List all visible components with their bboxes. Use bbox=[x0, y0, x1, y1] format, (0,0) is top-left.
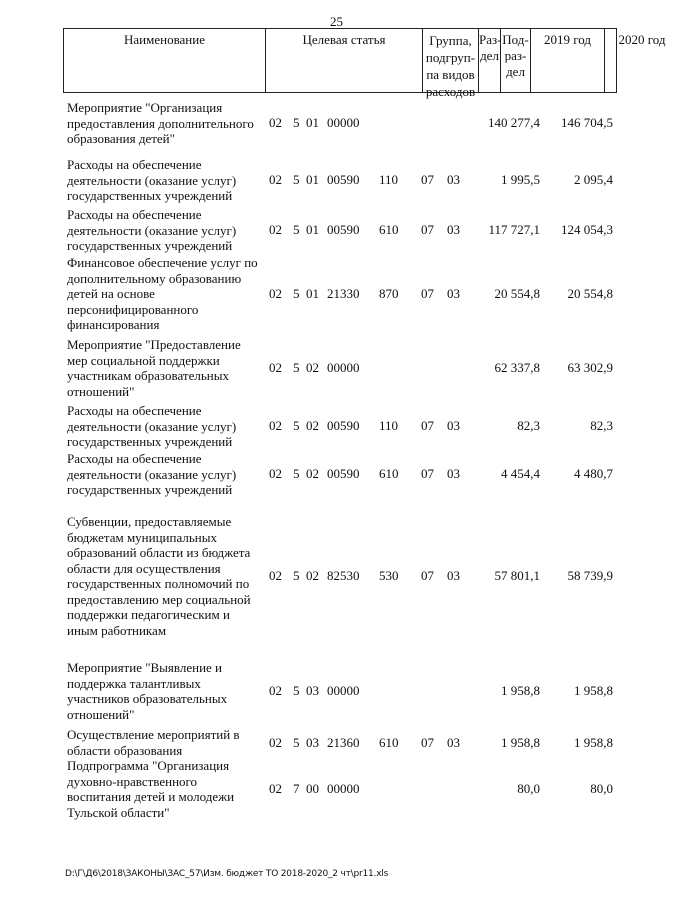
section-code: 07 bbox=[421, 568, 434, 583]
row-name-line: поддержка талантливых bbox=[67, 675, 201, 691]
row-name-line: Осуществление мероприятий в bbox=[67, 727, 240, 742]
subsection-code: 03 bbox=[447, 172, 460, 188]
amount-2020: 4 480,7 bbox=[574, 466, 613, 482]
row-name-line: финансирования bbox=[67, 317, 160, 332]
subsection-code: 03 bbox=[447, 466, 460, 482]
row-name-line: предоставления дополнительного bbox=[67, 115, 254, 131]
event-code: 01 bbox=[306, 172, 319, 188]
subprogram-code: 5 bbox=[293, 360, 300, 375]
program-code: 02 bbox=[269, 360, 282, 375]
table-row bbox=[0, 451, 640, 498]
program-code: 02 bbox=[269, 734, 282, 750]
amount-2019: 1 958,8 bbox=[501, 734, 540, 750]
amount-2019: 80,0 bbox=[517, 781, 540, 796]
row-name bbox=[67, 451, 267, 498]
table-row bbox=[0, 514, 640, 638]
amount-2020: 82,3 bbox=[590, 418, 613, 434]
expense-code: 82530 bbox=[327, 568, 360, 583]
row-name-line: деятельности (оказание услуг) bbox=[67, 466, 237, 482]
program-code: 02 bbox=[269, 466, 282, 482]
row-name bbox=[67, 157, 267, 204]
row-name-line: Расходы на обеспечение bbox=[67, 451, 202, 466]
row-name-line: Мероприятие "Организация bbox=[67, 100, 223, 115]
expense-code: 00000 bbox=[327, 781, 360, 796]
amount-2020: 1 958,8 bbox=[574, 683, 613, 698]
event-code: 03 bbox=[306, 734, 319, 750]
amount-2019: 1 995,5 bbox=[501, 172, 540, 188]
row-name-line: предоставлению мер социальной bbox=[67, 591, 251, 607]
program-code: 02 bbox=[269, 683, 282, 698]
row-name-line: Мероприятие "Предоставление bbox=[67, 337, 241, 352]
expense-group: 110 bbox=[379, 172, 399, 188]
program-code: 02 bbox=[269, 222, 282, 238]
expense-group: 530 bbox=[379, 568, 399, 583]
expense-code: 00000 bbox=[327, 683, 360, 698]
subsection-code: 03 bbox=[447, 418, 460, 434]
row-name bbox=[67, 207, 267, 254]
row-name-line: государственных учреждений bbox=[67, 238, 233, 253]
header-subsection-line: раз- bbox=[504, 48, 527, 63]
row-name-line: Мероприятие "Выявление и bbox=[67, 660, 223, 675]
amount-2020: 1 958,8 bbox=[574, 734, 613, 750]
row-name bbox=[67, 403, 267, 450]
row-name-line: Расходы на обеспечение bbox=[67, 157, 202, 172]
subsection-code: 03 bbox=[447, 568, 460, 583]
amount-2019: 62 337,8 bbox=[494, 360, 540, 375]
header-group bbox=[423, 29, 479, 99]
header-subsection-line: Под- bbox=[502, 32, 529, 47]
expense-code: 00590 bbox=[327, 418, 360, 434]
event-code: 01 bbox=[306, 285, 319, 301]
section-code: 07 bbox=[421, 734, 434, 750]
subsection-code: 03 bbox=[447, 222, 460, 238]
expense-group: 610 bbox=[379, 734, 399, 750]
expense-group: 110 bbox=[379, 418, 399, 434]
expense-code: 00590 bbox=[327, 172, 360, 188]
event-code: 02 bbox=[306, 418, 319, 434]
program-code: 02 bbox=[269, 285, 282, 301]
event-code: 01 bbox=[306, 115, 319, 131]
amount-2020: 20 554,8 bbox=[567, 285, 613, 301]
header-section-line: Раз- bbox=[479, 32, 502, 47]
expense-group: 870 bbox=[379, 285, 399, 301]
expense-code: 21360 bbox=[327, 734, 360, 750]
table-row bbox=[0, 403, 640, 450]
header-subsection-line: дел bbox=[506, 64, 525, 79]
table-row bbox=[0, 100, 640, 147]
subprogram-code: 5 bbox=[293, 115, 300, 131]
row-name-line: деятельности (оказание услуг) bbox=[67, 418, 237, 434]
event-code: 00 bbox=[306, 781, 319, 796]
section-code: 07 bbox=[421, 222, 434, 238]
expense-group: 610 bbox=[379, 222, 399, 238]
amount-2020: 2 095,4 bbox=[574, 172, 613, 188]
table-row bbox=[0, 255, 640, 333]
table-row bbox=[0, 207, 640, 254]
row-name-line: Субвенции, предоставляемые bbox=[67, 514, 232, 529]
subprogram-code: 5 bbox=[293, 172, 300, 188]
amount-2020: 124 054,3 bbox=[561, 222, 613, 238]
row-name bbox=[67, 100, 267, 147]
program-code: 02 bbox=[269, 781, 282, 796]
subprogram-code: 5 bbox=[293, 734, 300, 750]
header-target-article: Целевая статья bbox=[266, 29, 423, 92]
row-name-line: деятельности (оказание услуг) bbox=[67, 222, 237, 238]
header-subsection bbox=[501, 29, 531, 92]
amount-2019: 140 277,4 bbox=[488, 115, 540, 131]
subprogram-code: 7 bbox=[293, 781, 300, 796]
subprogram-code: 5 bbox=[293, 222, 300, 238]
row-name-line: Расходы на обеспечение bbox=[67, 403, 202, 418]
page-number: 25 bbox=[330, 14, 343, 29]
section-code: 07 bbox=[421, 418, 434, 434]
amount-2020: 58 739,9 bbox=[567, 568, 613, 583]
expense-code: 00000 bbox=[327, 360, 360, 375]
row-name-line: воспитания детей и молодежи bbox=[67, 789, 235, 804]
table-row bbox=[0, 660, 640, 722]
section-code: 07 bbox=[421, 172, 434, 188]
header-year-2020: 2020 год bbox=[618, 32, 666, 47]
event-code: 02 bbox=[306, 360, 319, 375]
table-row bbox=[0, 758, 640, 820]
header-section-line: дел bbox=[480, 48, 499, 63]
table-row bbox=[0, 727, 640, 758]
header-group-line: Группа, bbox=[429, 33, 472, 48]
amount-2019: 82,3 bbox=[517, 418, 540, 434]
expense-code: 00590 bbox=[327, 222, 360, 238]
row-name-line: отношений" bbox=[67, 383, 135, 399]
row-name-line: детей на основе bbox=[67, 286, 155, 301]
event-code: 02 bbox=[306, 466, 319, 482]
section-code: 07 bbox=[421, 285, 434, 301]
event-code: 03 bbox=[306, 683, 319, 698]
row-name-line: области для осуществления bbox=[67, 560, 221, 576]
row-name-line: мер социальной поддержки bbox=[67, 352, 220, 368]
row-name-line: государственных полномочий по bbox=[67, 576, 250, 591]
row-name-line: Финансовое обеспечение услуг по bbox=[67, 255, 258, 270]
event-code: 02 bbox=[306, 568, 319, 583]
row-name-line: Расходы на обеспечение bbox=[67, 207, 202, 222]
subprogram-code: 5 bbox=[293, 418, 300, 434]
amount-2020: 63 302,9 bbox=[567, 360, 613, 375]
section-code: 07 bbox=[421, 466, 434, 482]
amount-2019: 20 554,8 bbox=[494, 285, 540, 301]
row-name bbox=[67, 758, 267, 820]
row-name-line: поддержки педагогическим и bbox=[67, 607, 230, 622]
amount-2020: 146 704,5 bbox=[561, 115, 613, 131]
row-name-line: отношений" bbox=[67, 706, 135, 722]
header-section bbox=[479, 29, 501, 92]
program-code: 02 bbox=[269, 172, 282, 188]
header-group-line: па видов bbox=[426, 67, 475, 82]
row-name-line: бюджетам муниципальных bbox=[67, 529, 217, 545]
subprogram-code: 5 bbox=[293, 466, 300, 482]
table-header bbox=[63, 28, 666, 99]
row-name-line: участникам образовательных bbox=[67, 368, 229, 383]
file-path-footer: D:\Г\Д6\2018\ЗАКОНЫ\ЗАС_57\Изм. бюджет ТО 2018-2020_2 чт\pr11.xls bbox=[65, 869, 389, 879]
row-name-line: иным работникам bbox=[67, 622, 167, 638]
row-name-line: образования детей" bbox=[67, 131, 175, 146]
amount-2019: 117 727,1 bbox=[488, 222, 540, 238]
row-name-line: государственных учреждений bbox=[67, 482, 233, 497]
row-name bbox=[67, 660, 267, 722]
row-name-line: образований области из бюджета bbox=[67, 545, 251, 560]
row-name-line: участников образовательных bbox=[67, 691, 228, 706]
amount-2019: 4 454,4 bbox=[501, 466, 540, 482]
row-name-line: Тульской области" bbox=[67, 804, 170, 820]
row-name-line: деятельности (оказание услуг) bbox=[67, 172, 237, 188]
expense-code: 00590 bbox=[327, 466, 360, 482]
header-group-line: подгруп- bbox=[425, 50, 476, 65]
row-name-line: государственных учреждений bbox=[67, 434, 233, 449]
row-name-line: области образования bbox=[67, 742, 183, 758]
row-name-line: дополнительному образованию bbox=[67, 270, 242, 286]
table-row bbox=[0, 337, 640, 399]
row-name-line: духовно-нравственного bbox=[67, 773, 198, 789]
event-code: 01 bbox=[306, 222, 319, 238]
subprogram-code: 5 bbox=[293, 683, 300, 698]
header-group-line: расходов bbox=[425, 84, 476, 99]
amount-2019: 1 958,8 bbox=[501, 683, 540, 698]
expense-code: 21330 bbox=[327, 285, 360, 301]
subprogram-code: 5 bbox=[293, 568, 300, 583]
subsection-code: 03 bbox=[447, 285, 460, 301]
program-code: 02 bbox=[269, 115, 282, 131]
row-name bbox=[67, 727, 267, 758]
row-name-line: персонифицированного bbox=[67, 301, 199, 317]
subsection-code: 03 bbox=[447, 734, 460, 750]
program-code: 02 bbox=[269, 418, 282, 434]
amount-2019: 57 801,1 bbox=[494, 568, 540, 583]
header-year-2019: 2019 год bbox=[531, 29, 605, 92]
row-name bbox=[67, 255, 267, 333]
row-name-line: государственных учреждений bbox=[67, 188, 233, 203]
row-name bbox=[67, 337, 267, 399]
expense-group: 610 bbox=[379, 466, 399, 482]
header-name: Наименование bbox=[64, 29, 266, 92]
row-name-line: Подпрограмма "Организация bbox=[67, 758, 230, 773]
expense-code: 00000 bbox=[327, 115, 360, 131]
program-code: 02 bbox=[269, 568, 282, 583]
row-name bbox=[67, 514, 267, 638]
table-row bbox=[0, 157, 640, 204]
amount-2020: 80,0 bbox=[590, 781, 613, 796]
subprogram-code: 5 bbox=[293, 285, 300, 301]
